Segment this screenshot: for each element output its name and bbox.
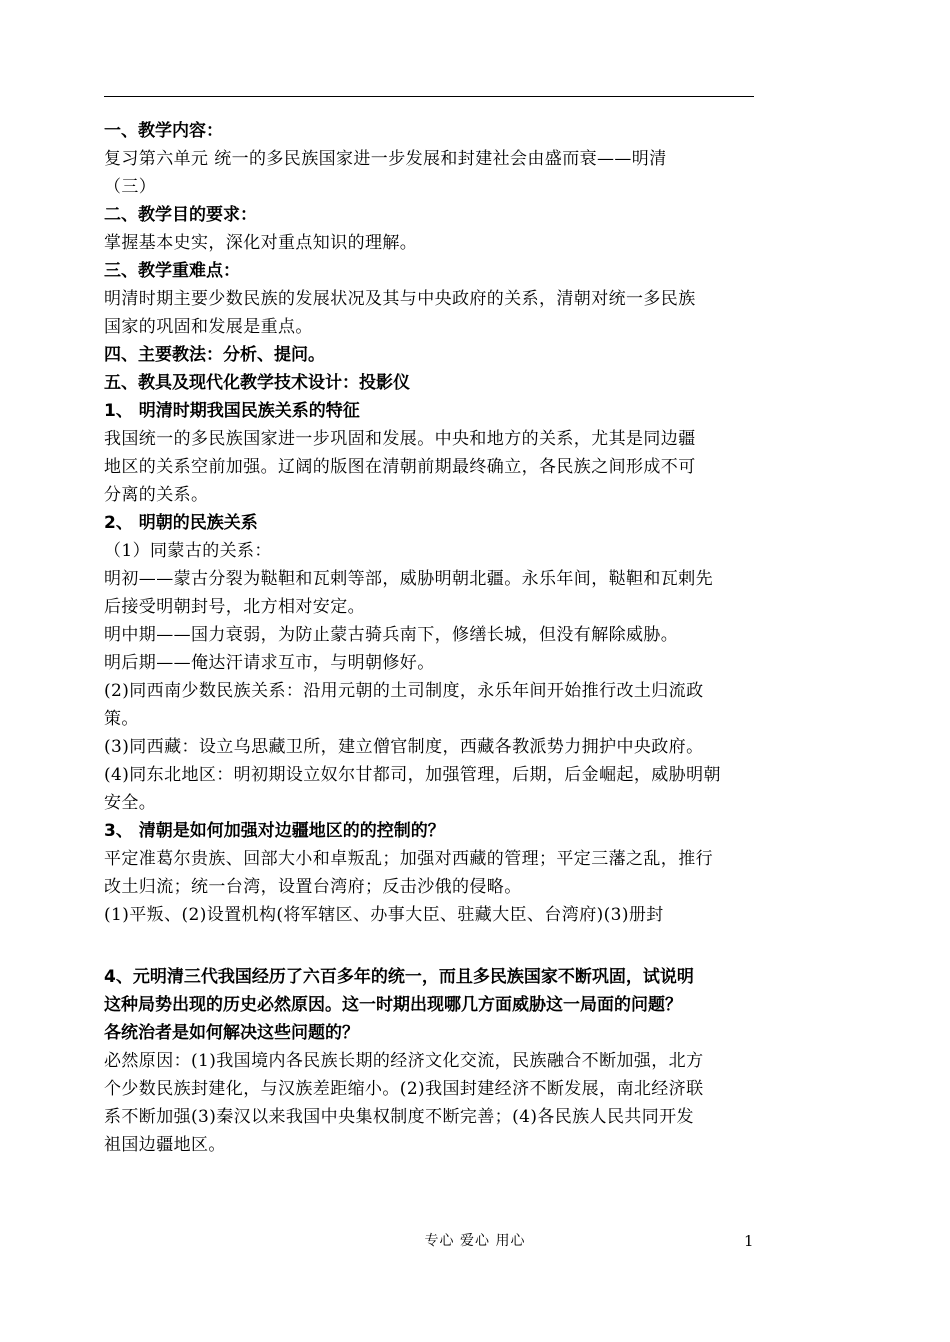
section-heading: 1、 明清时期我国民族关系的特征	[104, 401, 360, 421]
text-line: 明清时期主要少数民族的发展状况及其与中央政府的关系，清朝对统一多民族	[104, 289, 696, 309]
text-line: 后接受明朝封号，北方相对安定。	[104, 597, 365, 617]
paragraph-gap	[104, 929, 756, 963]
section-heading: 4、元明清三代我国经历了六百多年的统一，而且多民族国家不断巩固，试说明	[104, 967, 694, 987]
text-line: 分离的关系。	[104, 485, 209, 505]
section-heading: 一、教学内容：	[104, 121, 223, 141]
footer-motto: 专心 爱心 用心	[424, 1233, 526, 1249]
section-heading: 2、 明朝的民族关系	[104, 513, 258, 533]
text-line: (4)同东北地区：明初期设立奴尔甘都司，加强管理，后期，后金崛起，威胁明朝	[104, 765, 721, 785]
text-line: 国家的巩固和发展是重点。	[104, 317, 313, 337]
section-heading: 四、主要教法：分析、提问。	[104, 345, 325, 365]
header-rule	[104, 96, 754, 97]
text-line: 明初——蒙古分裂为鞑靼和瓦剌等部，威胁明朝北疆。永乐年间，鞑靼和瓦剌先	[104, 569, 713, 589]
text-line: 我国统一的多民族国家进一步巩固和发展。中央和地方的关系，尤其是同边疆	[104, 429, 696, 449]
text-line: 祖国边疆地区。	[104, 1135, 226, 1155]
section-heading: 三、教学重难点：	[104, 261, 240, 281]
text-line: （三）	[104, 177, 157, 197]
text-line: 改土归流；统一台湾，设置台湾府；反击沙俄的侵略。	[104, 877, 522, 897]
section-heading: 3、 清朝是如何加强对边疆地区的的控制的？	[104, 821, 445, 841]
section-heading: 五、教具及现代化教学技术设计：投影仪	[104, 373, 410, 393]
text-line: (1)平叛、(2)设置机构(将军辖区、办事大臣、驻藏大臣、台湾府)(3)册封	[104, 905, 664, 925]
text-line: 明中期——国力衰弱，为防止蒙古骑兵南下，修缮长城，但没有解除威胁。	[104, 625, 679, 645]
section-heading: 这种局势出现的历史必然原因。这一时期出现哪几方面威胁这一局面的问题？	[104, 995, 682, 1015]
text-line: 明后期——俺达汗请求互市，与明朝修好。	[104, 653, 435, 673]
text-line: 安全。	[104, 793, 157, 813]
section-heading: 各统治者是如何解决这些问题的？	[104, 1023, 359, 1043]
text-line: (2)同西南少数民族关系：沿用元朝的土司制度，永乐年间开始推行改土归流政	[104, 681, 704, 701]
text-line: 系不断加强(3)秦汉以来我国中央集权制度不断完善；(4)各民族人民共同开发	[104, 1107, 694, 1127]
section-heading: 二、教学目的要求：	[104, 205, 257, 225]
text-line: 个少数民族封建化，与汉族差距缩小。(2)我国封建经济不断发展，南北经济联	[104, 1079, 704, 1099]
text-line: 复习第六单元 统一的多民族国家进一步发展和封建社会由盛而衰——明清	[104, 149, 667, 169]
text-line: (3)同西藏：设立乌思藏卫所，建立僧官制度，西藏各教派势力拥护中央政府。	[104, 737, 704, 757]
text-line: 平定准葛尔贵族、回部大小和卓叛乱；加强对西藏的管理；平定三藩之乱，推行	[104, 849, 713, 869]
text-line: （1）同蒙古的关系：	[104, 541, 272, 561]
page-number: 1	[744, 1232, 754, 1250]
text-line: 策。	[104, 709, 139, 729]
text-line: 地区的关系空前加强。辽阔的版图在清朝前期最终确立，各民族之间形成不可	[104, 457, 696, 477]
document-body	[104, 117, 756, 1159]
text-line: 掌握基本史实，深化对重点知识的理解。	[104, 233, 418, 253]
text-line: 必然原因：(1)我国境内各民族长期的经济文化交流，民族融合不断加强，北方	[104, 1051, 704, 1071]
